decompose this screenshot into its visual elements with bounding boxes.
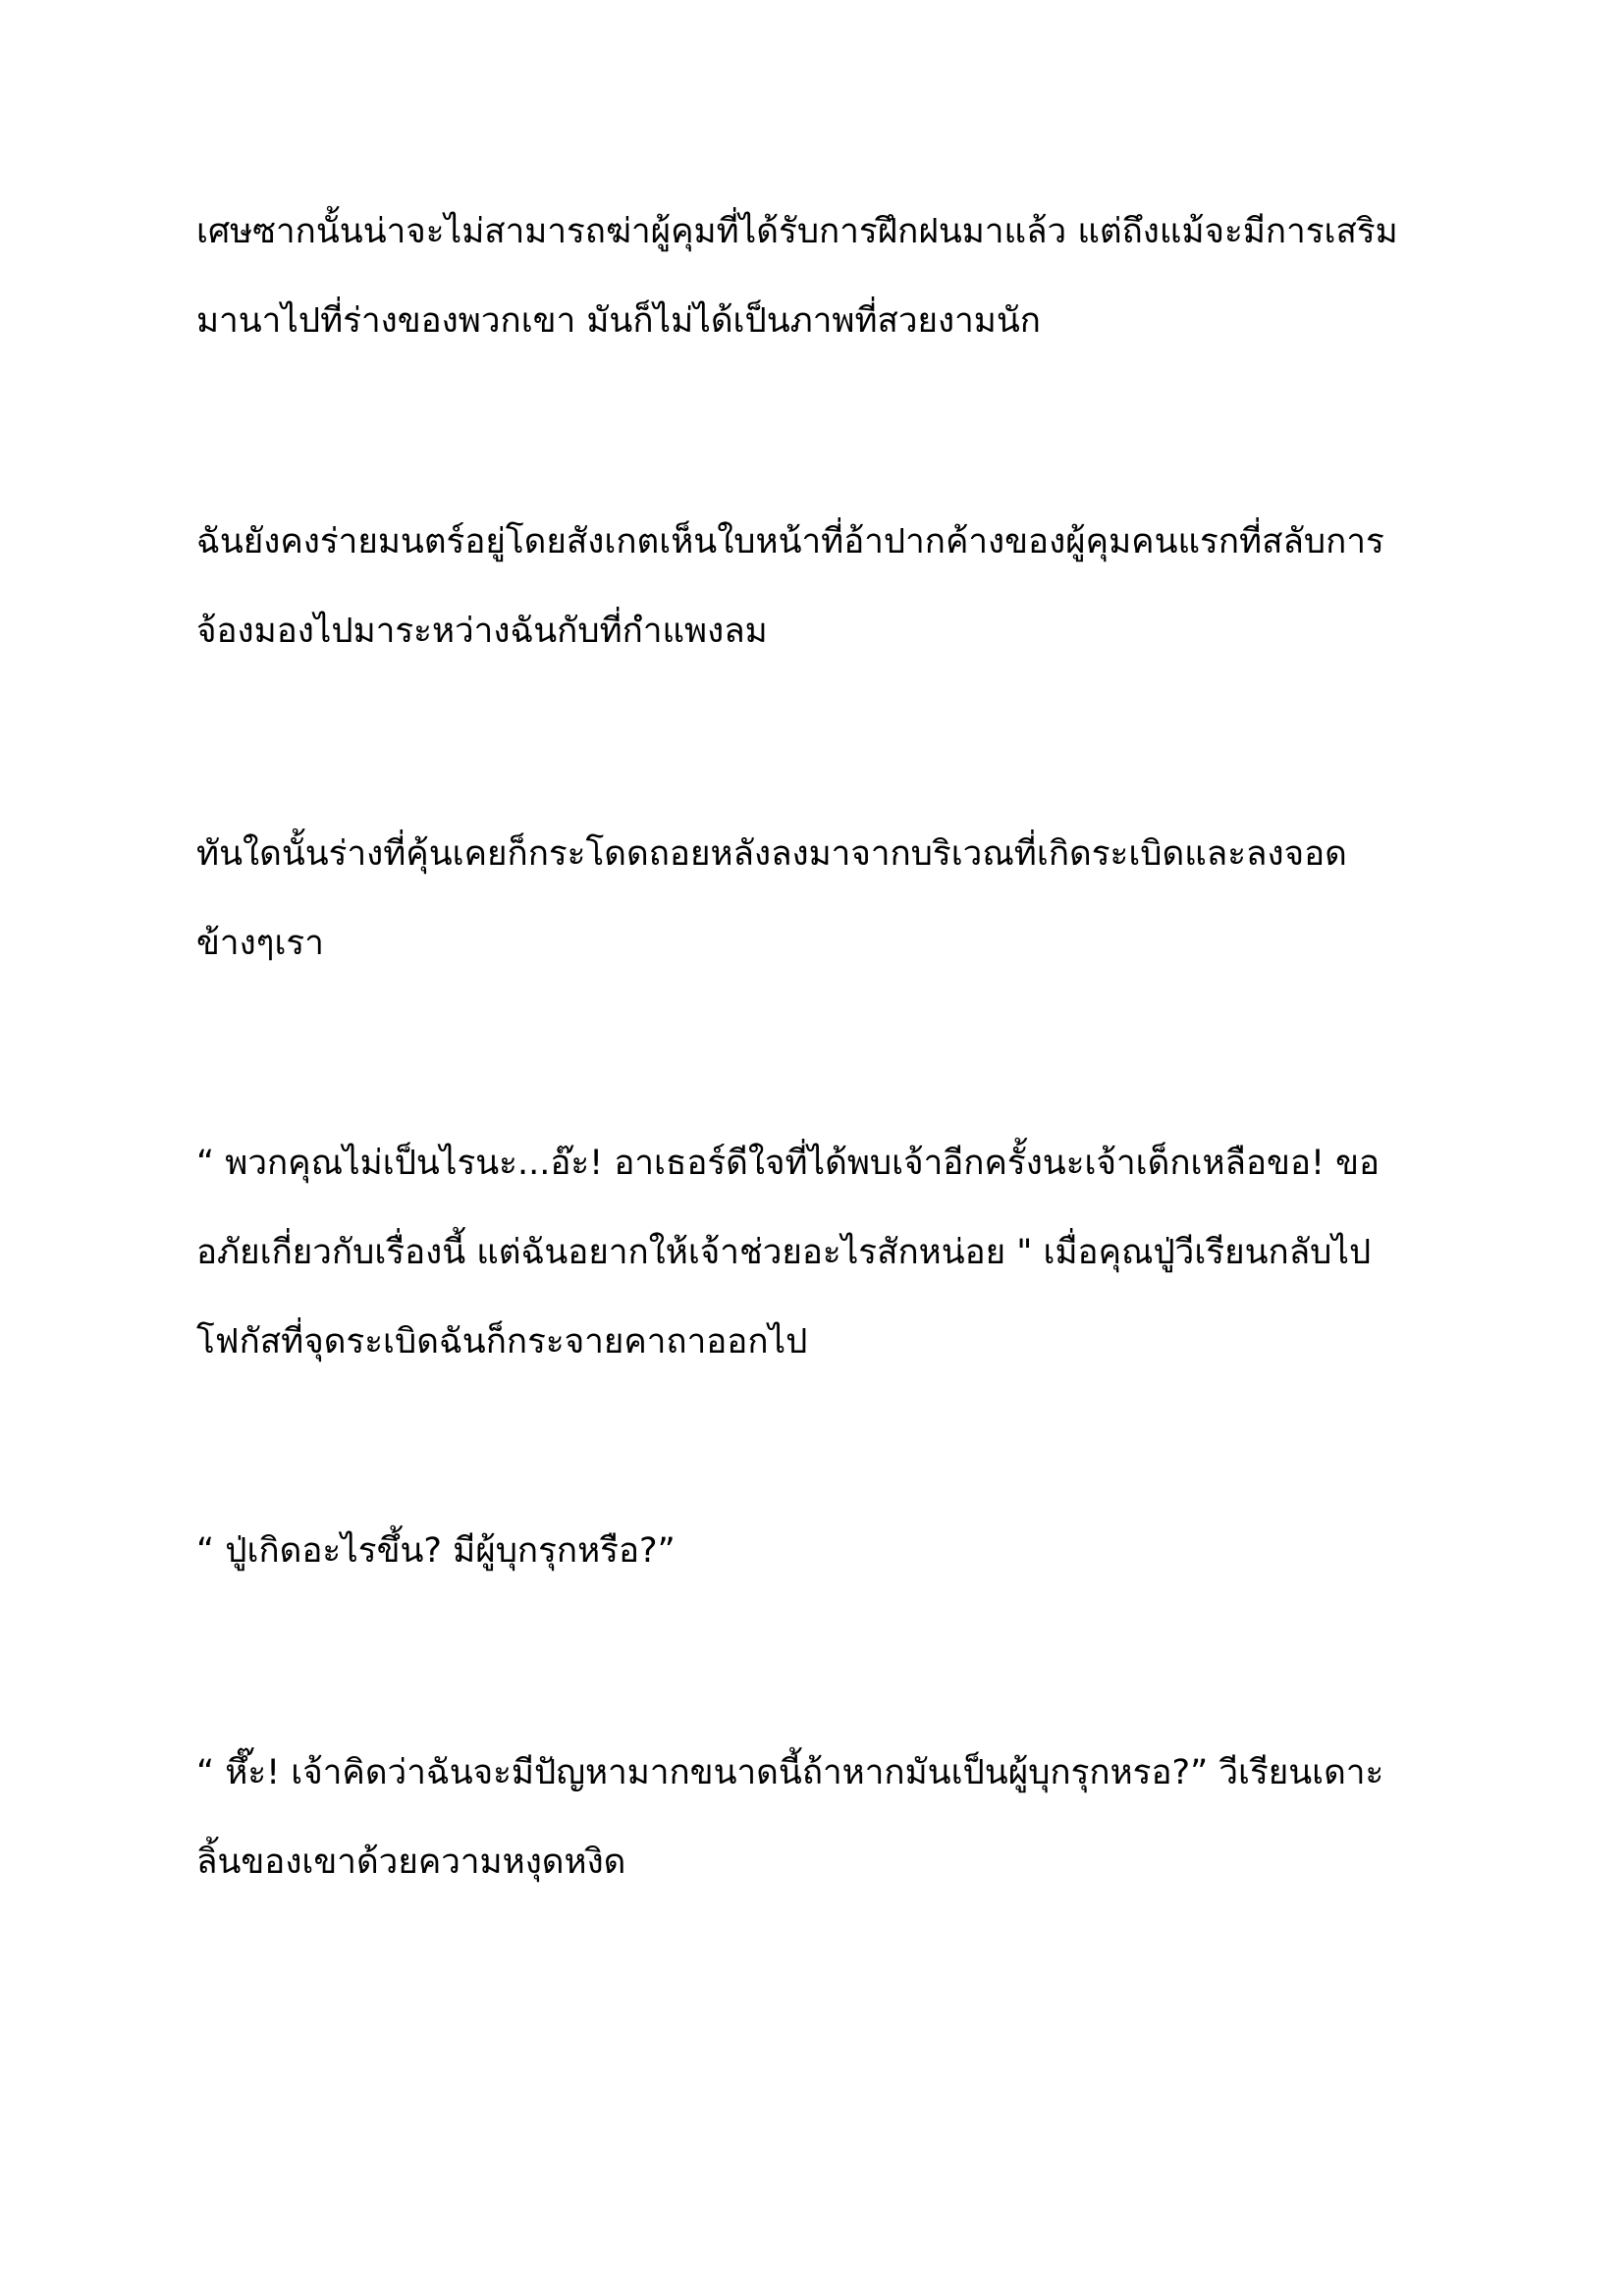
paragraph-line: อภัยเกี่ยวกับเรื่องนี้ แต่ฉันอยากให้เจ้าช่วยอะไรสักหน่อย " เมื่อคุณปู่วีเรียนกลับไป (196, 1233, 1372, 1272)
paragraph-line: “ ปู่เกิดอะไรขึ้น? มีผู้บุกรุกหรือ?” (196, 1531, 676, 1571)
paragraph-line: จ้องมองไปมาระหว่างฉันกับที่กำแพงลม (196, 612, 768, 651)
paragraph-line: ลิ้นของเขาด้วยความหงุดหงิด (196, 1842, 626, 1882)
paragraph-line: “ หึ๊ะ! เจ้าคิดว่าฉันจะมีปัญหามากขนาดนี้ถ้าหากมันเป็นผู้บุกรุกหรอ?” วีเรียนเดาะ (196, 1753, 1384, 1792)
paragraph-6 (196, 1729, 1463, 1907)
paragraph-line: “ พวกคุณไม่เป็นไรนะ...อ๊ะ! อาเธอร์ดีใจที่ได้พบเจ้าอีกครั้งนะเจ้าเด็กเหลือขอ! ขอ (196, 1144, 1380, 1183)
paragraph-5 (196, 1507, 1463, 1596)
paragraph-line: ข้างๆเรา (196, 924, 324, 963)
paragraph-1 (196, 187, 1463, 366)
paragraph-3 (196, 810, 1463, 988)
paragraph-line: มานาไปที่ร่างของพวกเขา มันก็ไม่ได้เป็นภาพที่สวยงามนัก (196, 301, 1041, 341)
paragraph-line: เศษซากนั้นน่าจะไม่สามารถฆ่าผู้คุมที่ได้รับการฝึกฝนมาแล้ว แต่ถึงแม้จะมีการเสริม (196, 212, 1398, 251)
paragraph-2 (196, 498, 1463, 676)
paragraph-line: ทันใดนั้นร่างที่คุ้นเคยก็กระโดดถอยหลังลงมาจากบริเวณที่เกิดระเบิดและลงจอด (196, 834, 1347, 874)
paragraph-line: ฉันยังคงร่ายมนตร์อยู่โดยสังเกตเห็นใบหน้าที่อ้าปากค้างของผู้คุมคนแรกที่สลับการ (196, 522, 1384, 561)
paragraph-4 (196, 1119, 1463, 1387)
paragraph-line: โฟกัสที่จุดระเบิดฉันก็กระจายคาถาออกไป (196, 1322, 808, 1362)
